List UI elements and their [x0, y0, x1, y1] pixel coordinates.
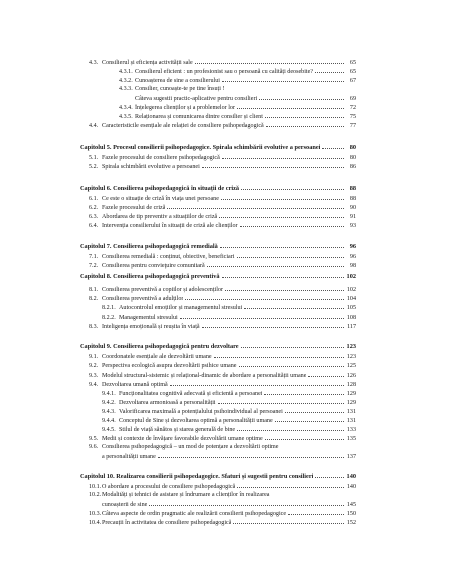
- toc-entry-page: 140: [346, 473, 356, 480]
- toc-entry-number: 10.4.: [89, 520, 102, 526]
- toc-entry-page: 131: [346, 418, 356, 424]
- toc-leader-dots: [240, 220, 344, 227]
- toc-leader-dots: [237, 424, 344, 431]
- toc-entry: [89, 220, 356, 228]
- toc-entry-title: Câteva aspecte de ordin pragmatic ale realizării consilierii psihopedagogice: [102, 511, 287, 517]
- toc-entry-page: 135: [346, 436, 356, 442]
- toc-entry-page: 129: [346, 391, 356, 397]
- toc-leader-dots: [265, 433, 344, 440]
- toc-leader-dots: [220, 241, 344, 248]
- toc-leader-dots: [149, 499, 344, 506]
- toc-entry-number: 10.2.: [89, 492, 102, 498]
- toc-chapter-entry: [80, 183, 356, 191]
- toc-entry-page: 145: [346, 502, 356, 508]
- toc-entry-page: 140: [346, 484, 356, 490]
- toc-entry-number: 6.1.: [89, 196, 99, 202]
- toc-leader-dots: [275, 415, 344, 422]
- toc-entry-number: 7.1.: [89, 254, 99, 260]
- toc-leader-dots: [241, 341, 344, 348]
- toc-leader-dots: [233, 517, 344, 524]
- toc-entry-number: 8.2.: [89, 296, 99, 302]
- toc-entry-page: 80: [349, 155, 356, 161]
- toc-entry: [89, 57, 356, 65]
- toc-entry-page: 65: [349, 60, 356, 66]
- toc-entry-page: 88: [349, 185, 356, 192]
- toc-entry-title: Abordarea de tip preventiv a situațiilor de criză: [102, 214, 218, 220]
- toc-entry: [119, 75, 356, 83]
- toc-entry-number: 6.3.: [89, 214, 99, 220]
- toc-entry-number: 10.1.: [89, 484, 102, 490]
- toc-leader-dots: [226, 84, 344, 90]
- toc-chapter-entry: [80, 271, 356, 279]
- toc-entry-title: Capitolul 9. Consilierea psihopedagogică pentru dezvoltare: [80, 343, 239, 350]
- toc-entry-page: 67: [349, 78, 356, 84]
- toc-leader-dots: [158, 451, 344, 458]
- toc-chapter-entry: [80, 341, 356, 349]
- toc-entry-number: 9.4.1.: [102, 391, 116, 397]
- toc-entry: [89, 193, 356, 201]
- toc-leader-dots: [237, 102, 344, 109]
- toc-entry-page: 75: [349, 114, 356, 120]
- toc-entry-title: Capitolul 6. Consilierea psihopedagogică în situații de criză: [80, 185, 240, 192]
- toc-leader-dots: [185, 293, 344, 300]
- toc-entry-title: Ce este o situație de criză în viața unei persoane: [102, 196, 219, 202]
- toc-leader-dots: [202, 161, 344, 168]
- toc-leader-dots: [239, 360, 344, 367]
- toc-entry-number: 9.5.: [89, 436, 99, 442]
- toc-entry: [102, 406, 356, 414]
- toc-entry-title: Inteligența emoțională și reușita în viață: [102, 324, 200, 330]
- toc-entry-number: 10.3.: [89, 511, 102, 517]
- toc-entry-page: 88: [349, 196, 356, 202]
- toc-entry-number: 9.4.2.: [102, 400, 116, 406]
- toc-entry-title: Funcționalitatea cognitivă adecvată și eficientă a persoanei: [119, 391, 263, 397]
- toc-entry-title: Intervenția consilierului în situații de criză ale clienților: [102, 223, 238, 229]
- toc-entry: [119, 102, 356, 110]
- toc-leader-dots: [259, 93, 344, 100]
- toc-entry-page: 128: [346, 382, 356, 388]
- toc-entry-page: 152: [346, 520, 356, 526]
- toc-entry-page: 96: [349, 254, 356, 260]
- toc-leader-dots: [195, 57, 344, 64]
- toc-leader-dots: [214, 351, 344, 358]
- toc-leader-dots: [225, 284, 344, 291]
- toc-entry-page: 72: [349, 105, 356, 111]
- toc-entry: [119, 93, 356, 101]
- toc-chapter-entry: [80, 142, 356, 150]
- toc-entry-title: O abordare a procesului de consiliere psihopedagogică: [102, 484, 236, 490]
- toc-leader-dots: [221, 193, 344, 200]
- toc-entry-number: 6.2.: [89, 205, 99, 211]
- toc-entry-title: Dezvoltarea armonioasă a personalității: [119, 400, 216, 406]
- toc-entry-page: 125: [346, 363, 356, 369]
- toc-entry-title: Capitolul 5. Procesul consilierii psihopedagogice. Spirala schimbării evolutive a persoanei: [80, 144, 321, 151]
- toc-entry: [89, 379, 356, 387]
- toc-entry: [119, 84, 356, 92]
- toc-entry-title: Conceptul de Sine și dezvoltarea optimă a personalității umane: [119, 418, 273, 424]
- toc-entry-title: Relaționarea și comunicarea dintre consilier și client: [135, 114, 263, 120]
- toc-entry-title: a personalității umane: [102, 454, 156, 460]
- toc-entry-title: Consilierea pentru convieţuire comunitară: [102, 263, 205, 269]
- toc-leader-dots: [241, 183, 344, 190]
- toc-leader-dots: [264, 388, 344, 395]
- toc-entry: [89, 161, 356, 169]
- toc-entry: [102, 415, 356, 423]
- toc-entry: [89, 251, 356, 259]
- toc-entry: [119, 66, 356, 74]
- toc-entry: [102, 397, 356, 405]
- toc-entry: [89, 202, 356, 210]
- toc-entry-number: 9.4.5.: [102, 427, 116, 433]
- toc-entry-page: 102: [346, 287, 356, 293]
- toc-entry: [89, 293, 356, 301]
- toc-entry-number: 9.1.: [89, 354, 99, 360]
- toc-entry-number: 4.3.: [89, 60, 99, 66]
- toc-entry-title: Capitolul 8. Consilierea psihopedagogică preventivă: [80, 273, 220, 280]
- toc-entry-number: 8.3.: [89, 324, 99, 330]
- toc-leader-dots: [180, 312, 344, 319]
- toc-entry-title: Medii și contexte de învățare favorabile dezvoltării umane optime: [102, 436, 263, 442]
- toc-entry-number: 9.3.: [89, 373, 99, 379]
- toc-entry-page: 123: [346, 354, 356, 360]
- toc-entry: [89, 211, 356, 219]
- toc-entry: [89, 152, 356, 160]
- toc-entry: [102, 424, 356, 432]
- toc-entry: [89, 360, 356, 368]
- toc-leader-dots: [222, 75, 344, 82]
- toc-entry: [89, 370, 356, 378]
- toc-entry-number: 4.4.: [89, 123, 99, 129]
- toc-entry-title: Caracteristicile esențiale ale relației de consiliere psihopedagogică: [102, 123, 264, 129]
- toc-entry-page: 133: [346, 427, 356, 433]
- toc-entry-title: Autocontrolul emoțiilor și managementul stresului: [119, 305, 243, 311]
- toc-entry-number: 8.2.2.: [102, 315, 116, 321]
- toc-entry-page: 131: [346, 409, 356, 415]
- toc-entry-page: 104: [346, 296, 356, 302]
- toc-leader-dots: [207, 260, 344, 267]
- toc-leader-dots: [237, 251, 345, 258]
- toc-leader-dots: [218, 397, 344, 404]
- toc-entry-page: 93: [349, 223, 356, 229]
- toc-entry-number: 8.1.: [89, 287, 99, 293]
- toc-leader-dots: [237, 481, 344, 488]
- toc-entry-page: 86: [349, 164, 356, 170]
- toc-entry-page: 102: [346, 273, 356, 280]
- toc-chapter-entry: [80, 471, 356, 479]
- toc-leader-dots: [170, 379, 344, 386]
- toc-entry: [89, 442, 356, 450]
- toc-entry-page: 90: [349, 205, 356, 211]
- toc-entry-number: 7.2.: [89, 263, 99, 269]
- toc-entry-title: Consilierea preventivă a copiilor și adolescenților: [102, 287, 223, 293]
- toc-entry-page: 69: [349, 96, 356, 102]
- toc-entry-number: 5.2.: [89, 164, 99, 170]
- toc-entry-title: Capitolul 7. Consilierea psihopedagogică remedială: [80, 243, 218, 250]
- toc-entry-title: Fazele procesului de criză: [102, 205, 166, 211]
- toc-entry: [89, 351, 356, 359]
- toc-entry-number: 9.4.4.: [102, 418, 116, 424]
- toc-entry: [89, 260, 356, 268]
- toc-entry-title: Precauții în activitatea de consiliere psihopedagogică: [102, 520, 232, 526]
- toc-leader-dots: [281, 442, 345, 448]
- toc-entry-page: 108: [346, 315, 356, 321]
- toc-leader-dots: [315, 66, 344, 73]
- toc-leader-dots: [222, 152, 344, 159]
- toc-entry-title: Consilierul eficient : un profesionist sau o persoană cu calități deosebite?: [135, 69, 314, 75]
- toc-entry-page: 123: [346, 343, 356, 350]
- toc-entry-title: Consilier, cunoaște-te pe tine însuți !: [135, 86, 225, 92]
- toc-entry-page: 129: [346, 400, 356, 406]
- toc-entry: [89, 517, 356, 525]
- toc-entry-number: 9.2.: [89, 363, 99, 369]
- toc-entry-number: 9.4.: [89, 382, 99, 388]
- toc-leader-dots: [266, 120, 344, 127]
- toc-entry-number: 4.3.5.: [119, 114, 133, 120]
- toc-leader-dots: [219, 211, 344, 218]
- toc-chapter-entry: [80, 241, 356, 249]
- toc-entry: [89, 508, 356, 516]
- toc-entry-title: Capitolul 10. Realizarea consilierii psihopedagogice. Sfaturi și sugestii pentru consilieri: [80, 473, 314, 480]
- toc-entry-title: Cunoașterea de sine a consilierului: [135, 78, 220, 84]
- toc-entry-title: Consilierea psihopedagogică – un mod de potențare a dezvoltării optime: [102, 444, 279, 450]
- toc-entry: [89, 433, 356, 441]
- toc-entry: [89, 481, 356, 489]
- toc-entry-page: 65: [349, 69, 356, 75]
- toc-leader-dots: [222, 271, 344, 278]
- toc-entry: [89, 284, 356, 292]
- toc-entry-title: Modalități și tehnici de asistare și îndrumare a clienților în realizarea: [102, 492, 270, 498]
- toc-entry-page: 126: [346, 373, 356, 379]
- toc-entry-title: cunoașterii de sine: [102, 502, 148, 508]
- toc-entry-title: Stilul de viață sănătos și starea generală de bine: [119, 427, 236, 433]
- toc-entry-title: Câteva sugestii practic-aplicative pentru consilieri: [135, 96, 258, 102]
- toc-entry-title: Perspectiva ecologică asupra dezvoltării psihice umane: [102, 363, 237, 369]
- toc-entry-title: Înțelegerea clienților și a problemelor lor: [135, 105, 235, 111]
- toc-leader-dots: [285, 406, 344, 413]
- toc-entry-number: 5.1.: [89, 155, 99, 161]
- toc-entry-number: 4.3.3.: [119, 86, 133, 92]
- toc-entry-page: 80: [349, 144, 356, 151]
- toc-entry: [119, 111, 356, 119]
- toc-entry-number: 4.3.4.: [119, 105, 133, 111]
- toc-leader-dots: [322, 142, 344, 149]
- toc-entry-title: Fazele procesului de consiliere psihopedagogică: [102, 155, 220, 161]
- toc-entry-title: Modelul structural-sistemic și relațional-dinamic de abordare a personalității umane: [102, 373, 307, 379]
- toc-entry-title: Valorificarea maximală a potențialului psihoindividual al persoanei: [119, 409, 283, 415]
- toc-entry: [89, 499, 356, 507]
- toc-leader-dots: [315, 471, 344, 478]
- toc-entry-page: 137: [346, 454, 356, 460]
- toc-entry-title: Spirala schimbării evolutive a persoanei: [102, 164, 200, 170]
- toc-entry: [89, 321, 356, 329]
- toc-entry: [89, 490, 356, 498]
- toc-leader-dots: [308, 370, 344, 377]
- toc-entry-title: Dezvoltarea umană optimă: [102, 382, 168, 388]
- toc-entry-number: 9.4.3.: [102, 409, 116, 415]
- toc-entry-page: 98: [349, 263, 356, 269]
- toc-leader-dots: [272, 490, 344, 496]
- toc-entry: [89, 451, 356, 459]
- toc-leader-dots: [244, 302, 344, 309]
- toc-entry-title: Coordonatele esențiale ale dezvoltării umane: [102, 354, 212, 360]
- toc-entry: [102, 312, 356, 320]
- toc-entry: [89, 120, 356, 128]
- toc-entry: [102, 302, 356, 310]
- toc-entry-page: 77: [349, 123, 356, 129]
- toc-leader-dots: [265, 111, 344, 118]
- toc-entry-number: 4.3.1.: [119, 69, 133, 75]
- toc-entry-title: Consilierea remedială : conținut, obiective, beneficiari: [102, 254, 235, 260]
- toc-entry-page: 91: [349, 214, 356, 220]
- toc-entry-title: Consilierul și eficiența activității sale: [102, 60, 193, 66]
- toc-leader-dots: [288, 508, 344, 515]
- toc-entry-title: Managementul stresului: [119, 315, 178, 321]
- toc-entry: [102, 388, 356, 396]
- toc-leader-dots: [167, 202, 344, 209]
- toc-leader-dots: [202, 321, 344, 328]
- toc-entry-page: 96: [349, 243, 356, 250]
- toc-entry-number: 4.3.2.: [119, 78, 133, 84]
- toc-entry-page: 117: [347, 324, 356, 330]
- toc-entry-page: 105: [346, 305, 356, 311]
- toc-entry-number: 9.6.: [89, 444, 99, 450]
- toc-entry-number: 6.4.: [89, 223, 99, 229]
- toc-entry-number: 8.2.1.: [102, 305, 116, 311]
- toc-entry-page: 150: [346, 511, 356, 517]
- toc-entry-title: Consilierea preventivă a adulților: [102, 296, 184, 302]
